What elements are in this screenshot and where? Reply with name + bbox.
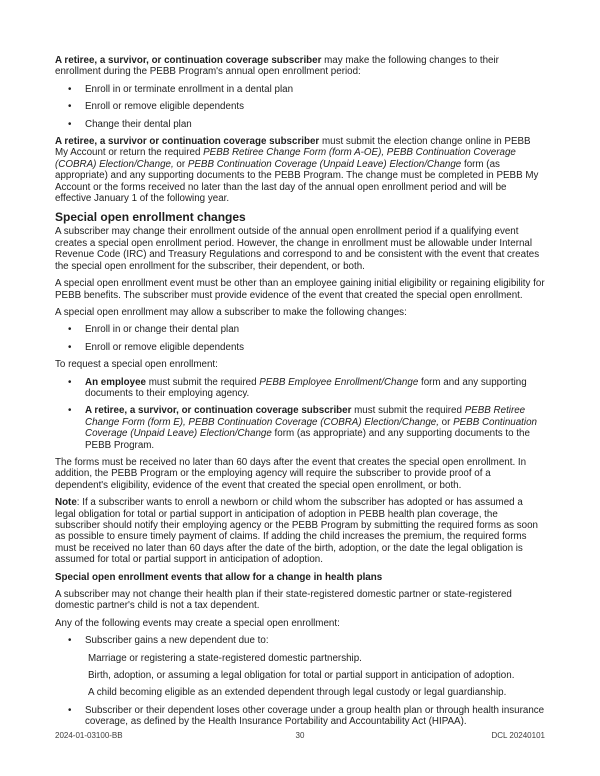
- text-run-group: A child becoming eligible as an extended dependent through legal custody or legal guardianship.: [88, 687, 507, 699]
- text-run-group: A special open enrollment event must be other than an employee gaining initial eligibility or regaining eligibility for PEBB benefits. The subscriber must provide evidence of the event that created the special open enrollment.: [55, 278, 545, 301]
- text-run-group: Enroll in or terminate enrollment in a dental plan: [85, 83, 294, 95]
- text-run-group: Marriage or registering a state-registered domestic partnership.: [88, 652, 362, 664]
- bullet-marker-icon: •: [68, 341, 72, 353]
- list-subitem: [55, 653, 545, 664]
- list-item: [55, 635, 545, 646]
- text-run-group: Any of the following events may create a special open enrollment:: [55, 617, 340, 629]
- bullet-marker-icon: •: [68, 635, 72, 647]
- text-run-group: Subscriber gains a new dependent due to:: [85, 635, 269, 647]
- text-run-group: A retiree, a survivor, or continuation coverage subscriber must submit the required PEBB Retiree Change Form (form E), PEBB Continuation Coverage (COBRA) Election/Change, or PEBB Continuation Coverage (Unpaid Leave) Election/Change form (as appropriate) and any supporting documents to the PEBB Program.: [85, 405, 537, 451]
- paragraph: [55, 278, 545, 301]
- text-run-group: Enroll or remove eligible dependents: [85, 341, 245, 353]
- list-item: [55, 101, 545, 112]
- text-run-group: Change their dental plan: [85, 118, 192, 130]
- list-subitem: [55, 670, 545, 681]
- text-run-group: An employee must submit the required PEBB Employee Enrollment/Change form and any supporting documents to their employing agency.: [85, 376, 527, 399]
- subsection-heading: [55, 572, 545, 583]
- document-body: [55, 55, 545, 728]
- list-item: [55, 324, 545, 335]
- paragraph: [55, 307, 545, 318]
- paragraph: [55, 136, 545, 204]
- paragraph: [55, 589, 545, 612]
- bullet-marker-icon: •: [68, 376, 72, 388]
- section-heading: [55, 210, 545, 224]
- paragraph: [55, 359, 545, 370]
- list-subitem: [55, 687, 545, 698]
- text-run-group: A retiree, a survivor, or continuation coverage subscriber may make the following changes to their enrollment during the PEBB Program's annual open enrollment period:: [55, 55, 499, 78]
- text-run-group: A subscriber may change their enrollment outside of the annual open enrollment period if a qualifying event creates a special open enrollment period. However, the change in enrollment must be allowable under Internal Revenue Code (IRC) and Treasury Regulations and correspond to and be consistent with the event that creates the special open enrollment for the subscriber, their dependent, or both.: [55, 226, 540, 272]
- bullet-marker-icon: •: [68, 704, 72, 716]
- bullet-marker-icon: •: [68, 83, 72, 95]
- text-run-group: A special open enrollment may allow a subscriber to make the following changes:: [55, 306, 407, 318]
- paragraph: [55, 457, 545, 491]
- text-run-group: To request a special open enrollment:: [55, 359, 218, 371]
- bullet-marker-icon: •: [68, 101, 72, 113]
- paragraph: [55, 55, 545, 78]
- list-item: [55, 119, 545, 130]
- page-footer: [55, 731, 545, 741]
- footer-document-code: DCL 20240101: [491, 731, 545, 740]
- list-item: [55, 405, 545, 451]
- text-run-group: Note: If a subscriber wants to enroll a newborn or child whom the subscriber has adopted or has assumed a legal obligation for total or partial support in anticipation of adoption in PEBB health plan coverage, the subscriber should notify their employing agency or the PEBB Program by submitting the required forms as soon as possible to ensure timely payment of claims. If adding the child increases the premium, the required forms must be received no later than 60 days after the date of the birth, adoption, or the date the legal obligation is assumed for total or partial support in anticipation of adoption.: [55, 497, 539, 566]
- text-run-group: A subscriber may not change their health plan if their state-registered domestic partner or state-registered domestic partner's child is not a tax dependent.: [55, 589, 512, 612]
- text-run-group: Special open enrollment events that allow for a change in health plans: [55, 571, 383, 583]
- bullet-marker-icon: •: [68, 324, 72, 336]
- paragraph: [55, 618, 545, 629]
- text-run-group: Special open enrollment changes: [55, 210, 246, 225]
- text-run-group: Enroll or remove eligible dependents: [85, 101, 245, 113]
- bullet-marker-icon: •: [68, 118, 72, 130]
- text-run-group: A retiree, a survivor or continuation coverage subscriber must submit the election change online in PEBB My Account or return the required PEBB Retiree Change Form (form A-OE), PEBB Continuation Coverage (COBRA) Election/Change, or PEBB Continuation Coverage (Unpaid Leave) Election/Change form (as appropriate) and any supporting documents to the PEBB Program. The change must be completed in PEBB My Account or the forms received no later than the last day of the annual open enrollment period and will be effective January 1 of the following year.: [55, 136, 539, 205]
- list-item: [55, 342, 545, 353]
- footer-document-number: 2024-01-03100-BB: [55, 731, 123, 740]
- paragraph: [55, 497, 545, 565]
- list-item: [55, 84, 545, 95]
- text-run-group: Birth, adoption, or assuming a legal obligation for total or partial support in anticipation of adoption.: [88, 670, 515, 682]
- list-item: [55, 705, 545, 728]
- text-run-group: Enroll in or change their dental plan: [85, 324, 240, 336]
- paragraph: [55, 226, 545, 272]
- text-run-group: Subscriber or their dependent loses other coverage under a group health plan or through health insurance coverage, as defined by the Health Insurance Portability and Accountability Act (HIPAA).: [85, 704, 545, 728]
- text-run-group: The forms must be received no later than 60 days after the event that creates the special open enrollment. In addition, the PEBB Program or the employing agency will require the subscriber to provide proof of a dependent's eligibility, evidence of the event that created the special open enrollment, or both.: [55, 456, 527, 491]
- bullet-marker-icon: •: [68, 405, 72, 417]
- footer-page-number: 30: [295, 731, 305, 740]
- list-item: [55, 377, 545, 400]
